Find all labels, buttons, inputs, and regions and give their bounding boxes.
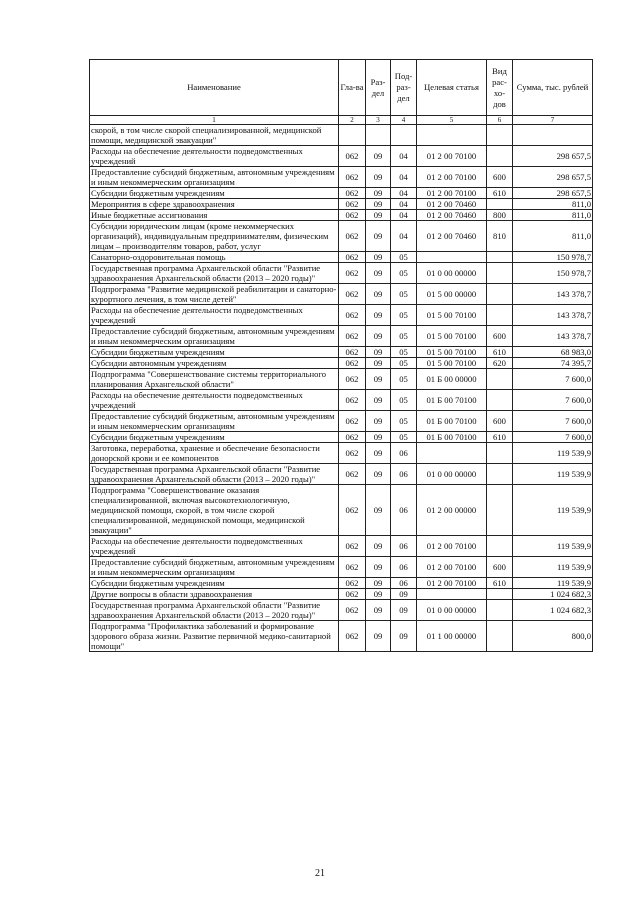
row-razdel: 09 — [366, 578, 391, 589]
row-amount: 119 539,9 — [513, 464, 593, 485]
row-vid — [487, 125, 513, 146]
table-row — [90, 326, 593, 347]
row-glava: 062 — [339, 210, 366, 221]
row-vid: 610 — [487, 188, 513, 199]
row-target: 01 0 00 00000 — [417, 263, 487, 284]
table-row — [90, 188, 593, 199]
row-amount: 7 600,0 — [513, 411, 593, 432]
row-amount: 119 539,9 — [513, 536, 593, 557]
row-razdel: 09 — [366, 284, 391, 305]
row-target: 01 Б 00 70100 — [417, 432, 487, 443]
row-razdel: 09 — [366, 210, 391, 221]
row-razdel: 09 — [366, 347, 391, 358]
row-glava: 062 — [339, 221, 366, 252]
row-target: 01 2 00 70100 — [417, 557, 487, 578]
row-target — [417, 125, 487, 146]
row-name: Подпрограмма "Совершенствование оказания специализированной, включая высокотехнологичную, медицинской помощи, скорой, в том числе скорой специализированной, медицинской помощи, медицинской эвакуации" — [90, 485, 339, 536]
row-glava: 062 — [339, 557, 366, 578]
row-vid: 600 — [487, 167, 513, 188]
row-name: Субсидии бюджетным учреждениям — [90, 188, 339, 199]
table-row — [90, 390, 593, 411]
table-row — [90, 167, 593, 188]
row-amount: 119 539,9 — [513, 443, 593, 464]
row-target: 01 5 00 00000 — [417, 284, 487, 305]
row-razdel: 09 — [366, 600, 391, 621]
row-name: Подпрограмма "Развитие медицинской реабилитации и санаторно-курортного лечения, в том числе детей" — [90, 284, 339, 305]
row-target: 01 Б 00 70100 — [417, 390, 487, 411]
column-number: 5 — [417, 116, 487, 125]
row-razdel: 09 — [366, 536, 391, 557]
row-vid: 610 — [487, 578, 513, 589]
row-name: Подпрограмма "Профилактика заболеваний и формирование здорового образа жизни. Развитие первичной медико-санитарной помощи" — [90, 621, 339, 652]
table-row — [90, 443, 593, 464]
row-vid — [487, 305, 513, 326]
table-row — [90, 125, 593, 146]
row-podrazdel: 04 — [391, 167, 417, 188]
row-podrazdel: 05 — [391, 305, 417, 326]
row-vid — [487, 369, 513, 390]
column-number: 1 — [90, 116, 339, 125]
row-target: 01 Б 00 00000 — [417, 369, 487, 390]
row-amount: 150 978,7 — [513, 263, 593, 284]
row-amount: 143 378,7 — [513, 326, 593, 347]
row-target: 01 2 00 70460 — [417, 199, 487, 210]
row-glava: 062 — [339, 326, 366, 347]
row-name: Государственная программа Архангельской области "Развитие здравоохранения Архангельской области (2013 – 2020 годы)" — [90, 600, 339, 621]
row-razdel: 09 — [366, 589, 391, 600]
row-razdel: 09 — [366, 252, 391, 263]
row-target: 01 Б 00 70100 — [417, 411, 487, 432]
column-numbers-row — [90, 116, 593, 125]
row-vid — [487, 536, 513, 557]
row-amount: 119 539,9 — [513, 578, 593, 589]
header-podrazdel: Под-раз-дел — [391, 60, 417, 116]
column-number: 4 — [391, 116, 417, 125]
row-glava: 062 — [339, 443, 366, 464]
row-amount: 7 600,0 — [513, 390, 593, 411]
row-amount: 800,0 — [513, 621, 593, 652]
row-podrazdel: 04 — [391, 221, 417, 252]
row-target: 01 5 00 70100 — [417, 305, 487, 326]
row-glava: 062 — [339, 600, 366, 621]
row-target: 01 2 00 70460 — [417, 221, 487, 252]
header-razdel: Раз-дел — [366, 60, 391, 116]
row-glava: 062 — [339, 252, 366, 263]
row-target: 01 2 00 70100 — [417, 578, 487, 589]
row-vid: 610 — [487, 432, 513, 443]
row-name: Предоставление субсидий бюджетным, автономным учреждениям и иным некоммерческим организациям — [90, 557, 339, 578]
table-row — [90, 600, 593, 621]
row-amount: 150 978,7 — [513, 252, 593, 263]
table-row — [90, 347, 593, 358]
row-amount: 143 378,7 — [513, 305, 593, 326]
row-amount: 68 983,0 — [513, 347, 593, 358]
table-row — [90, 263, 593, 284]
row-amount — [513, 125, 593, 146]
row-podrazdel: 05 — [391, 263, 417, 284]
row-name: Государственная программа Архангельской области "Развитие здравоохранения Архангельской области (2013 – 2020 годы)" — [90, 464, 339, 485]
table-row — [90, 589, 593, 600]
table-row — [90, 252, 593, 263]
row-name: Расходы на обеспечение деятельности подведомственных учреждений — [90, 305, 339, 326]
row-name: Субсидии юридическим лицам (кроме некоммерческих организаций), индивидуальным предпринимателям, физическим лицам – производителям товаров, работ, услуг — [90, 221, 339, 252]
row-vid — [487, 621, 513, 652]
table-row — [90, 536, 593, 557]
row-vid — [487, 199, 513, 210]
row-amount: 811,0 — [513, 221, 593, 252]
row-target: 01 1 00 00000 — [417, 621, 487, 652]
row-name: Субсидии бюджетным учреждениям — [90, 347, 339, 358]
row-podrazdel: 06 — [391, 464, 417, 485]
row-razdel: 09 — [366, 146, 391, 167]
row-glava: 062 — [339, 199, 366, 210]
row-razdel — [366, 125, 391, 146]
row-razdel: 09 — [366, 199, 391, 210]
row-name: Расходы на обеспечение деятельности подведомственных учреждений — [90, 536, 339, 557]
row-razdel: 09 — [366, 464, 391, 485]
row-podrazdel: 04 — [391, 146, 417, 167]
row-vid — [487, 252, 513, 263]
row-amount: 7 600,0 — [513, 369, 593, 390]
row-glava: 062 — [339, 146, 366, 167]
page-number: 21 — [315, 868, 325, 879]
row-amount: 298 657,5 — [513, 167, 593, 188]
row-podrazdel: 05 — [391, 432, 417, 443]
table-row — [90, 369, 593, 390]
row-glava: 062 — [339, 167, 366, 188]
row-razdel: 09 — [366, 167, 391, 188]
row-target: 01 2 00 70100 — [417, 188, 487, 199]
row-target: 01 5 00 70100 — [417, 326, 487, 347]
row-target — [417, 589, 487, 600]
row-target — [417, 252, 487, 263]
column-number: 6 — [487, 116, 513, 125]
budget-table — [89, 59, 593, 652]
row-glava: 062 — [339, 305, 366, 326]
row-name: Государственная программа Архангельской области "Развитие здравоохранения Архангельской области (2013 – 2020 годы)" — [90, 263, 339, 284]
row-podrazdel: 05 — [391, 252, 417, 263]
row-podrazdel: 09 — [391, 621, 417, 652]
row-name: скорой, в том числе скорой специализированной, медицинской помощи, медицинской эвакуации" — [90, 125, 339, 146]
row-vid — [487, 464, 513, 485]
row-target: 01 0 00 00000 — [417, 600, 487, 621]
row-vid — [487, 284, 513, 305]
header-sum: Сумма, тыс. рублей — [513, 60, 593, 116]
row-podrazdel: 06 — [391, 557, 417, 578]
row-glava: 062 — [339, 369, 366, 390]
row-amount: 811,0 — [513, 199, 593, 210]
row-podrazdel: 04 — [391, 199, 417, 210]
row-glava: 062 — [339, 284, 366, 305]
row-glava: 062 — [339, 347, 366, 358]
row-vid: 600 — [487, 411, 513, 432]
header-target: Целевая статья — [417, 60, 487, 116]
row-vid: 620 — [487, 358, 513, 369]
header-glava: Гла-ва — [339, 60, 366, 116]
row-podrazdel: 06 — [391, 536, 417, 557]
row-name: Санаторно-оздоровительная помощь — [90, 252, 339, 263]
row-vid — [487, 485, 513, 536]
row-podrazdel: 04 — [391, 188, 417, 199]
table-row — [90, 464, 593, 485]
row-name: Другие вопросы в области здравоохранения — [90, 589, 339, 600]
row-vid — [487, 263, 513, 284]
table-row — [90, 210, 593, 221]
row-target: 01 0 00 00000 — [417, 464, 487, 485]
table-row — [90, 221, 593, 252]
row-glava: 062 — [339, 432, 366, 443]
row-glava — [339, 125, 366, 146]
row-vid — [487, 390, 513, 411]
row-target: 01 2 00 70100 — [417, 167, 487, 188]
row-podrazdel: 09 — [391, 600, 417, 621]
row-razdel: 09 — [366, 221, 391, 252]
row-name: Субсидии бюджетным учреждениям — [90, 578, 339, 589]
row-name: Предоставление субсидий бюджетным, автономным учреждениям и иным некоммерческим организациям — [90, 326, 339, 347]
row-vid — [487, 600, 513, 621]
row-razdel: 09 — [366, 557, 391, 578]
row-podrazdel: 05 — [391, 369, 417, 390]
row-podrazdel: 06 — [391, 485, 417, 536]
row-target: 01 5 00 70100 — [417, 347, 487, 358]
row-podrazdel: 05 — [391, 358, 417, 369]
row-razdel: 09 — [366, 432, 391, 443]
row-razdel: 09 — [366, 485, 391, 536]
row-target — [417, 443, 487, 464]
table-row — [90, 305, 593, 326]
row-name: Заготовка, переработка, хранение и обеспечение безопасности донорской крови и ее компонентов — [90, 443, 339, 464]
row-glava: 062 — [339, 589, 366, 600]
table-row — [90, 411, 593, 432]
row-glava: 062 — [339, 188, 366, 199]
row-vid: 810 — [487, 221, 513, 252]
row-target: 01 2 00 70460 — [417, 210, 487, 221]
table-row — [90, 557, 593, 578]
row-podrazdel: 04 — [391, 210, 417, 221]
table-row — [90, 358, 593, 369]
header-name: Наименование — [90, 60, 339, 116]
row-amount: 119 539,9 — [513, 485, 593, 536]
row-razdel: 09 — [366, 443, 391, 464]
row-razdel: 09 — [366, 369, 391, 390]
row-name: Субсидии бюджетным учреждениям — [90, 432, 339, 443]
row-podrazdel — [391, 125, 417, 146]
row-podrazdel: 05 — [391, 347, 417, 358]
column-number: 2 — [339, 116, 366, 125]
row-razdel: 09 — [366, 188, 391, 199]
table-body — [90, 125, 593, 652]
row-glava: 062 — [339, 464, 366, 485]
row-podrazdel: 05 — [391, 390, 417, 411]
row-amount: 298 657,5 — [513, 188, 593, 199]
row-razdel: 09 — [366, 358, 391, 369]
row-glava: 062 — [339, 358, 366, 369]
row-name: Подпрограмма "Совершенствование системы территориального планирования Архангельской области" — [90, 369, 339, 390]
table-row — [90, 432, 593, 443]
row-name: Расходы на обеспечение деятельности подведомственных учреждений — [90, 146, 339, 167]
table-row — [90, 146, 593, 167]
row-amount: 143 378,7 — [513, 284, 593, 305]
row-razdel: 09 — [366, 263, 391, 284]
row-amount: 7 600,0 — [513, 432, 593, 443]
row-glava: 062 — [339, 263, 366, 284]
row-podrazdel: 05 — [391, 284, 417, 305]
row-vid — [487, 443, 513, 464]
row-podrazdel: 09 — [391, 589, 417, 600]
row-razdel: 09 — [366, 621, 391, 652]
row-razdel: 09 — [366, 326, 391, 347]
row-podrazdel: 05 — [391, 326, 417, 347]
row-amount: 74 395,7 — [513, 358, 593, 369]
row-glava: 062 — [339, 578, 366, 589]
row-razdel: 09 — [366, 390, 391, 411]
row-glava: 062 — [339, 485, 366, 536]
table-row — [90, 621, 593, 652]
row-glava: 062 — [339, 536, 366, 557]
row-amount: 1 024 682,3 — [513, 589, 593, 600]
table-header — [90, 60, 593, 125]
row-name: Расходы на обеспечение деятельности подведомственных учреждений — [90, 390, 339, 411]
row-vid: 600 — [487, 326, 513, 347]
table-row — [90, 199, 593, 210]
row-target: 01 5 00 70100 — [417, 358, 487, 369]
row-amount: 811,0 — [513, 210, 593, 221]
row-amount: 1 024 682,3 — [513, 600, 593, 621]
row-vid — [487, 589, 513, 600]
row-glava: 062 — [339, 390, 366, 411]
row-name: Предоставление субсидий бюджетным, автономным учреждениям и иным некоммерческим организациям — [90, 167, 339, 188]
row-target: 01 2 00 70100 — [417, 536, 487, 557]
row-amount: 298 657,5 — [513, 146, 593, 167]
column-number: 7 — [513, 116, 593, 125]
table-row — [90, 485, 593, 536]
row-vid: 600 — [487, 557, 513, 578]
row-podrazdel: 06 — [391, 443, 417, 464]
row-razdel: 09 — [366, 305, 391, 326]
row-amount: 119 539,9 — [513, 557, 593, 578]
row-podrazdel: 05 — [391, 411, 417, 432]
row-vid — [487, 146, 513, 167]
row-target: 01 2 00 70100 — [417, 146, 487, 167]
row-name: Предоставление субсидий бюджетным, автономным учреждениям и иным некоммерческим организациям — [90, 411, 339, 432]
row-vid: 610 — [487, 347, 513, 358]
table-row — [90, 284, 593, 305]
row-glava: 062 — [339, 411, 366, 432]
row-podrazdel: 06 — [391, 578, 417, 589]
row-razdel: 09 — [366, 411, 391, 432]
row-name: Субсидии автономным учреждениям — [90, 358, 339, 369]
row-target: 01 2 00 00000 — [417, 485, 487, 536]
header-vid: Вид рас-хо-дов — [487, 60, 513, 116]
table-row — [90, 578, 593, 589]
row-name: Иные бюджетные ассигнования — [90, 210, 339, 221]
column-number: 3 — [366, 116, 391, 125]
row-name: Мероприятия в сфере здравоохранения — [90, 199, 339, 210]
row-glava: 062 — [339, 621, 366, 652]
row-vid: 800 — [487, 210, 513, 221]
